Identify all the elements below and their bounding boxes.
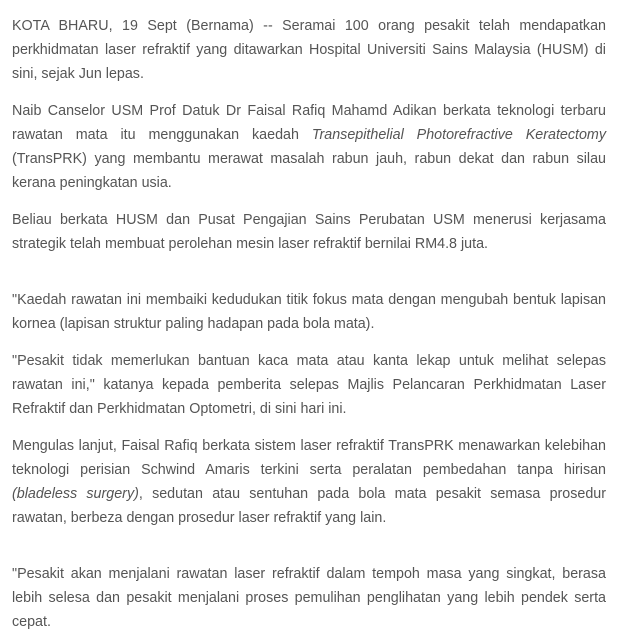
italic-term: Transepithelial Photorefractive Keratectomy: [311, 127, 606, 143]
paragraph-quote-patients: "Pesakit tidak memerlukan bantuan kaca mata atau kanta lekap untuk melihat selepas rawatan ini," katanya kepada pemberita selepas Majlis Pelancaran Perkhidmatan Laser Refraktif dan Perkhidmatan Optometri, di sini hari ini.: [12, 353, 606, 417]
paragraph-quote-cornea: "Kaedah rawatan ini membaiki kedudukan titik fokus mata dengan mengubah bentuk lapisan kornea (lapisan struktur paling hadapan pada bola mata).: [12, 292, 606, 332]
paragraph-text: Mengulas lanjut, Faisal Rafiq berkata sistem laser refraktif TransPRK menawarkan kelebihan teknologi perisian Schwind Amaris terkini serta peralatan pembedahan tanpa hirisan: [12, 438, 606, 478]
paragraph-dateline: KOTA BHARU, 19 Sept (Bernama) -- Seramai 100 orang pesakit telah mendapatkan perkhidmatan laser refraktif yang ditawarkan Hospital Universiti Sains Malaysia (HUSM) di sini, sejak Jun lepas.: [12, 18, 606, 82]
paragraph-text: , sedutan atau sentuhan pada bola mata pesakit semasa prosedur rawatan, berbeza dengan prosedur laser refraktif yang lain.: [12, 486, 606, 526]
paragraph-quote-recovery: "Pesakit akan menjalani rawatan laser refraktif dalam tempoh masa yang singkat, berasa lebih selesa dan pesakit menjalani proses pemulihan penglihatan yang lebih pendek serta cepat.: [12, 566, 606, 630]
article-body: [12, 14, 606, 634]
paragraph-advantages: [12, 434, 606, 530]
paragraph-collaboration: Beliau berkata HUSM dan Pusat Pengajian Sains Perubatan USM menerusi kerjasama strategik telah membuat perolehan mesin laser refraktif bernilai RM4.8 juta.: [12, 212, 606, 252]
paragraph-vice-chancellor: [12, 99, 606, 195]
paragraph-text: (TransPRK) yang membantu merawat masalah rabun jauh, rabun dekat dan rabun silau kerana peningkatan usia.: [12, 151, 606, 191]
paragraph-text: Naib Canselor USM Prof Datuk Dr Faisal Rafiq Mahamd Adikan berkata teknologi terbaru rawatan mata itu menggunakan kaedah: [12, 103, 606, 143]
italic-term: (bladeless surgery): [12, 486, 139, 502]
